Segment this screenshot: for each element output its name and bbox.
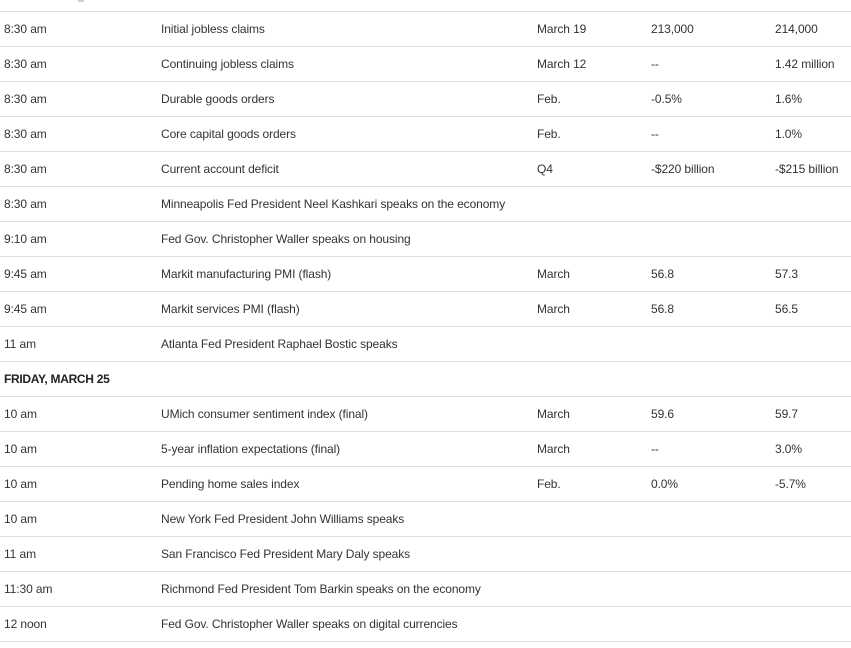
table-row bbox=[0, 502, 851, 537]
day-header-row bbox=[0, 362, 851, 397]
time-cell: 8:30 am bbox=[4, 57, 47, 71]
time-cell: 8:30 am bbox=[4, 162, 47, 176]
event-cell: Atlanta Fed President Raphael Bostic speaks bbox=[161, 337, 398, 351]
period-cell: March bbox=[537, 302, 570, 316]
table-row bbox=[0, 397, 851, 432]
table-row bbox=[0, 117, 851, 152]
previous-cell: 57.3 bbox=[775, 267, 798, 281]
event-cell: Current account deficit bbox=[161, 162, 279, 176]
time-cell: 8:30 am bbox=[4, 22, 47, 36]
time-cell: 10 am bbox=[4, 442, 37, 456]
time-cell: 12 noon bbox=[4, 617, 47, 631]
event-cell: Pending home sales index bbox=[161, 477, 300, 491]
time-cell: 11 am bbox=[4, 337, 36, 351]
time-cell: 8:30 am bbox=[4, 127, 47, 141]
forecast-cell: 59.6 bbox=[651, 407, 674, 421]
event-cell: Continuing jobless claims bbox=[161, 57, 294, 71]
table-row bbox=[0, 187, 851, 222]
event-cell: UMich consumer sentiment index (final) bbox=[161, 407, 368, 421]
event-cell: Durable goods orders bbox=[161, 92, 275, 106]
forecast-cell: 213,000 bbox=[651, 22, 694, 36]
period-cell: March bbox=[537, 407, 570, 421]
time-cell: 8:30 am bbox=[4, 197, 47, 211]
table-row bbox=[0, 12, 851, 47]
table-row bbox=[0, 432, 851, 467]
table-row bbox=[0, 292, 851, 327]
period-cell: March 19 bbox=[537, 22, 587, 36]
table-row bbox=[0, 222, 851, 257]
event-cell: Markit services PMI (flash) bbox=[161, 302, 300, 316]
header-fragment bbox=[78, 0, 84, 2]
event-cell: Fed Gov. Christopher Waller speaks on housing bbox=[161, 232, 411, 246]
period-cell: March bbox=[537, 442, 570, 456]
table-row bbox=[0, 47, 851, 82]
time-cell: 10 am bbox=[4, 512, 37, 526]
event-cell: Fed Gov. Christopher Waller speaks on digital currencies bbox=[161, 617, 458, 631]
forecast-cell: -$220 billion bbox=[651, 162, 715, 176]
period-cell: March bbox=[537, 267, 570, 281]
time-cell: 8:30 am bbox=[4, 92, 47, 106]
previous-cell: 1.42 million bbox=[775, 57, 835, 71]
previous-cell: -5.7% bbox=[775, 477, 806, 491]
event-cell: Minneapolis Fed President Neel Kashkari speaks on the economy bbox=[161, 197, 506, 211]
time-cell: 11:30 am bbox=[4, 582, 53, 596]
previous-cell: 59.7 bbox=[775, 407, 798, 421]
forecast-cell: 56.8 bbox=[651, 267, 674, 281]
time-cell: 9:45 am bbox=[4, 302, 47, 316]
forecast-cell: -- bbox=[651, 127, 659, 141]
previous-cell: 1.0% bbox=[775, 127, 802, 141]
table-row bbox=[0, 572, 851, 607]
event-cell: San Francisco Fed President Mary Daly speaks bbox=[161, 547, 411, 561]
table-row bbox=[0, 257, 851, 292]
table-row bbox=[0, 152, 851, 187]
period-cell: Feb. bbox=[537, 92, 561, 106]
period-cell: Feb. bbox=[537, 127, 561, 141]
economic-calendar-table bbox=[0, 12, 851, 642]
period-cell: Q4 bbox=[537, 162, 553, 176]
period-cell: March 12 bbox=[537, 57, 587, 71]
forecast-cell: -0.5% bbox=[651, 92, 682, 106]
forecast-cell: 56.8 bbox=[651, 302, 674, 316]
table-row bbox=[0, 467, 851, 502]
time-cell: 9:10 am bbox=[4, 232, 47, 246]
previous-cell: 3.0% bbox=[775, 442, 802, 456]
event-cell: Markit manufacturing PMI (flash) bbox=[161, 267, 332, 281]
time-cell: 10 am bbox=[4, 477, 37, 491]
table-row bbox=[0, 607, 851, 642]
table-row bbox=[0, 82, 851, 117]
previous-cell: 1.6% bbox=[775, 92, 802, 106]
previous-cell: -$215 billion bbox=[775, 162, 839, 176]
previous-cell: 56.5 bbox=[775, 302, 798, 316]
event-cell: Richmond Fed President Tom Barkin speaks on the economy bbox=[161, 582, 481, 596]
forecast-cell: 0.0% bbox=[651, 477, 678, 491]
table-row bbox=[0, 537, 851, 572]
period-cell: Feb. bbox=[537, 477, 561, 491]
event-cell: Core capital goods orders bbox=[161, 127, 296, 141]
event-cell: New York Fed President John Williams speaks bbox=[161, 512, 405, 526]
forecast-cell: -- bbox=[651, 57, 659, 71]
event-cell: 5-year inflation expectations (final) bbox=[161, 442, 341, 456]
previous-cell: 214,000 bbox=[775, 22, 818, 36]
table-row bbox=[0, 327, 851, 362]
day-header-label: FRIDAY, MARCH 25 bbox=[4, 372, 110, 386]
time-cell: 9:45 am bbox=[4, 267, 47, 281]
forecast-cell: -- bbox=[651, 442, 659, 456]
event-cell: Initial jobless claims bbox=[161, 22, 265, 36]
time-cell: 10 am bbox=[4, 407, 37, 421]
time-cell: 11 am bbox=[4, 547, 36, 561]
